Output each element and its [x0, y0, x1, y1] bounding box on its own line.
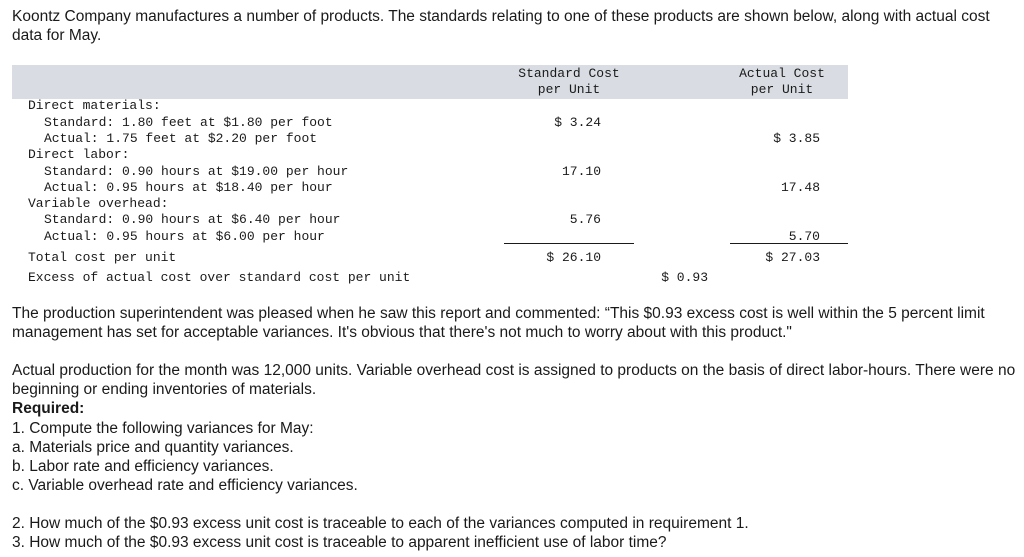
- intro-paragraph: Koontz Company manufactures a number of products. The standards relating to one of these products are shown below, along with actual cost data for May.: [12, 8, 990, 44]
- requirement-1c: c. Variable overhead rate and efficiency variances.: [12, 477, 358, 494]
- production-paragraph: Actual production for the month was 12,000 units. Variable overhead cost is assigned to products on the basis of direct labor-hours. There were no beginning or ending inventories of materials.: [12, 362, 1016, 398]
- row-label-total: Total cost per unit: [28, 250, 177, 265]
- required-heading: Required:: [12, 400, 85, 417]
- act-value-vo: 5.70: [788, 229, 820, 244]
- row-label-dl-actual: Actual: 0.95 hours at $18.40 per hour: [44, 180, 333, 195]
- row-label-variable-overhead: Variable overhead:: [28, 196, 169, 211]
- std-value-dl: 17.10: [561, 164, 601, 179]
- row-label-dl-standard: Standard: 0.90 hours at $19.00 per hour: [44, 164, 349, 179]
- requirement-1-list: [12, 419, 358, 495]
- excess-value: $ 0.93: [661, 270, 708, 285]
- std-total-rule: [504, 243, 634, 244]
- cost-table: [12, 65, 1012, 290]
- requirement-1: 1. Compute the following variances for May:: [12, 420, 314, 437]
- requirement-2: 2. How much of the $0.93 excess unit cost is traceable to each of the variances computed in requirement 1.: [12, 515, 749, 532]
- row-label-vo-standard: Standard: 0.90 hours at $6.40 per hour: [44, 212, 341, 227]
- comment-paragraph: The production superintendent was pleased when he saw this report and commented: “This $0.93 excess cost is well within the 5 percent limit management has set for acceptable variances. It's obvious that there's not much to worry about with this product.": [12, 305, 985, 341]
- row-label-dm-standard: Standard: 1.80 feet at $1.80 per foot: [44, 115, 333, 130]
- act-value-dm: $ 3.85: [773, 131, 820, 146]
- requirement-1b: b. Labor rate and efficiency variances.: [12, 458, 274, 475]
- std-value-total: $ 26.10: [546, 250, 601, 265]
- requirement-2-3-list: [12, 514, 749, 552]
- act-value-dl: 17.48: [780, 180, 820, 195]
- act-total-rule: [730, 243, 848, 244]
- row-label-excess: Excess of actual cost over standard cost per unit: [28, 270, 411, 285]
- std-value-vo: 5.76: [569, 212, 601, 227]
- row-label-direct-labor: Direct labor:: [28, 147, 130, 162]
- header-standard-cost: Standard Cost per Unit: [518, 66, 620, 97]
- requirement-3: 3. How much of the $0.93 excess unit cost is traceable to apparent inefficient use of labor time?: [12, 534, 667, 551]
- std-value-dm: $ 3.24: [554, 115, 601, 130]
- act-value-total: $ 27.03: [765, 250, 820, 265]
- row-label-dm-actual: Actual: 1.75 feet at $2.20 per foot: [44, 131, 318, 146]
- row-label-direct-materials: Direct materials:: [28, 98, 161, 113]
- requirement-1a: a. Materials price and quantity variances.: [12, 439, 294, 456]
- row-label-vo-actual: Actual: 0.95 hours at $6.00 per hour: [44, 229, 325, 244]
- header-actual-cost: Actual Cost per Unit: [739, 66, 825, 97]
